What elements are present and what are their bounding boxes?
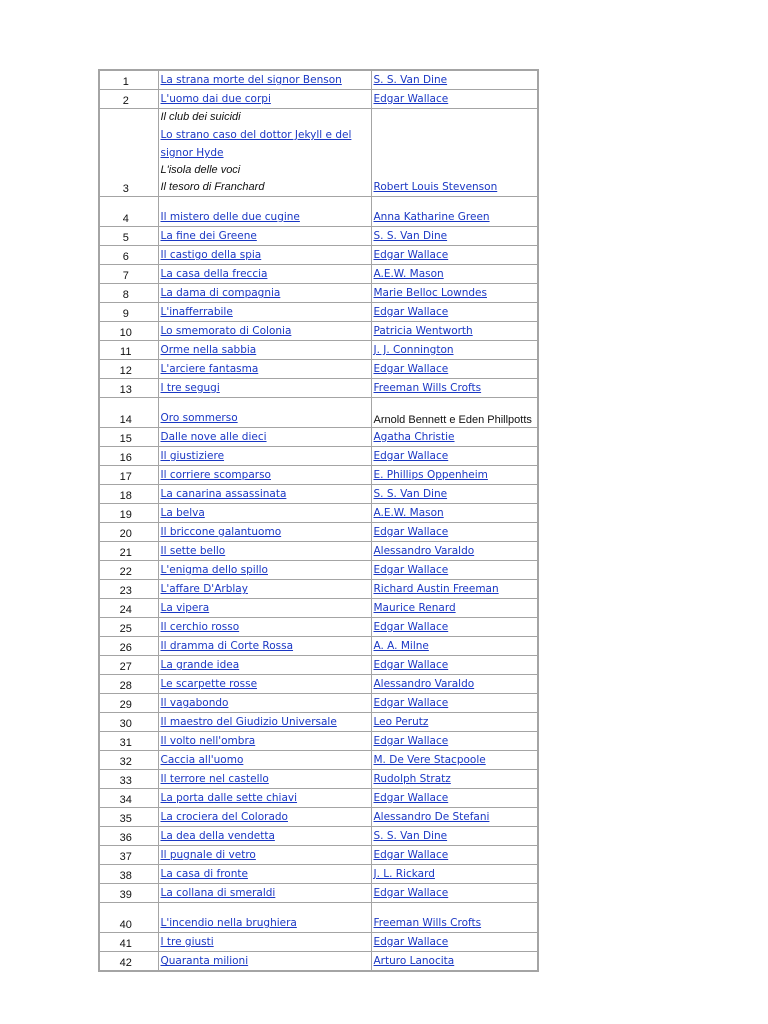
author-cell [371, 360, 538, 379]
title-cell [158, 466, 371, 485]
table-row [99, 360, 538, 379]
title-link[interactable]: La dea della vendetta [160, 830, 275, 842]
author-cell [371, 580, 538, 599]
author-link[interactable]: S. S. Van Dine [373, 230, 448, 242]
title-cell [158, 379, 371, 398]
title-cell [158, 846, 371, 865]
title-link[interactable]: La vipera [160, 602, 210, 614]
author-cell [371, 656, 538, 675]
title-link[interactable]: La dama di compagnia [160, 287, 281, 299]
table-row [99, 561, 538, 580]
title-link[interactable]: La crociera del Colorado [160, 811, 288, 823]
author-cell [371, 865, 538, 884]
row-number: 7 [99, 265, 158, 284]
author-link[interactable]: Marie Belloc Lowndes [373, 287, 487, 299]
title-cell [158, 360, 371, 379]
row-number: 34 [99, 789, 158, 808]
author-link[interactable]: A. A. Milne [373, 640, 429, 652]
title-link[interactable]: Il cerchio rosso [160, 621, 240, 633]
title-cell [158, 884, 371, 903]
row-number: 35 [99, 808, 158, 827]
author-link[interactable]: M. De Vere Stacpoole [373, 754, 486, 766]
author-link[interactable]: Edgar Wallace [373, 306, 449, 318]
row-number: 14 [99, 398, 158, 428]
title-cell [158, 751, 371, 770]
title-cell [158, 398, 371, 428]
table-row [99, 246, 538, 265]
table-row [99, 265, 538, 284]
author-link[interactable]: Anna Katharine Green [373, 211, 490, 223]
table-row [99, 485, 538, 504]
table-row [99, 903, 538, 933]
table-row [99, 865, 538, 884]
row-number: 11 [99, 341, 158, 360]
row-number: 4 [99, 197, 158, 227]
row-number: 41 [99, 933, 158, 952]
row-number: 29 [99, 694, 158, 713]
row-number: 22 [99, 561, 158, 580]
author-link[interactable]: A.E.W. Mason [373, 268, 444, 280]
title-link[interactable]: Il giustiziere [160, 450, 225, 462]
author-link[interactable]: Edgar Wallace [373, 936, 449, 948]
row-number: 33 [99, 770, 158, 789]
author-cell [371, 379, 538, 398]
title-link[interactable]: Il volto nell'ombra [160, 735, 256, 747]
title-link[interactable]: L'inafferrabile [160, 306, 233, 318]
title-link[interactable]: Il corriere scomparso [160, 469, 271, 481]
title-link[interactable]: Il pugnale di vetro [160, 849, 256, 861]
author-link[interactable]: A.E.W. Mason [373, 507, 444, 519]
title-link[interactable]: Oro sommerso [160, 412, 238, 424]
title-cell [158, 265, 371, 284]
author-cell [371, 770, 538, 789]
title-link[interactable]: La grande idea [160, 659, 240, 671]
table-row [99, 827, 538, 846]
title-link[interactable]: L'arciere fantasma [160, 363, 259, 375]
title-link[interactable]: I tre giusti [160, 936, 214, 948]
title-link[interactable]: Il mistero delle due cugine [160, 211, 300, 223]
title-cell [158, 865, 371, 884]
author-link[interactable]: Edgar Wallace [373, 735, 449, 747]
author-link[interactable]: Robert Louis Stevenson [373, 181, 498, 193]
title-link[interactable]: La porta dalle sette chiavi [160, 792, 298, 804]
title-cell [158, 70, 371, 90]
title-link[interactable]: Lo smemorato di Colonia [160, 325, 292, 337]
author-link[interactable]: Edgar Wallace [373, 363, 449, 375]
table-row [99, 713, 538, 732]
title-text: L'isola delle voci [160, 164, 241, 176]
title-link[interactable]: La belva [160, 507, 205, 519]
title-cell [158, 447, 371, 466]
table-row [99, 227, 538, 246]
title-link[interactable]: Il sette bello [160, 545, 226, 557]
title-cell [158, 322, 371, 341]
title-cell [158, 618, 371, 637]
row-number: 10 [99, 322, 158, 341]
title-link[interactable]: Orme nella sabbia [160, 344, 257, 356]
author-cell [371, 561, 538, 580]
author-link[interactable]: Maurice Renard [373, 602, 456, 614]
title-link[interactable]: L'enigma dello spillo [160, 564, 268, 576]
author-cell [371, 789, 538, 808]
table-row [99, 618, 538, 637]
author-cell [371, 428, 538, 447]
author-cell [371, 109, 538, 197]
title-link[interactable]: L'incendio nella brughiera [160, 917, 297, 929]
table-row [99, 846, 538, 865]
title-link[interactable]: L'affare D'Arblay [160, 583, 248, 595]
title-link[interactable]: Il castigo della spia [160, 249, 262, 261]
author-cell [371, 303, 538, 322]
title-cell [158, 675, 371, 694]
author-link[interactable]: S. S. Van Dine [373, 74, 448, 86]
title-link[interactable]: La casa della freccia [160, 268, 268, 280]
title-link[interactable]: Il briccone galantuomo [160, 526, 282, 538]
author-cell [371, 933, 538, 952]
title-cell [158, 789, 371, 808]
row-number: 25 [99, 618, 158, 637]
author-link[interactable]: Edgar Wallace [373, 526, 449, 538]
author-link[interactable]: Edgar Wallace [373, 659, 449, 671]
row-number: 26 [99, 637, 158, 656]
author-link[interactable]: E. Phillips Oppenheim [373, 469, 488, 481]
author-link[interactable]: Alessandro Varaldo [373, 678, 475, 690]
author-link[interactable]: Alessandro De Stefani [373, 811, 490, 823]
table-row [99, 656, 538, 675]
table-row [99, 694, 538, 713]
row-number: 15 [99, 428, 158, 447]
table-row [99, 789, 538, 808]
author-link[interactable]: Agatha Christie [373, 431, 455, 443]
table-row [99, 70, 538, 90]
title-link[interactable]: La fine dei Greene [160, 230, 257, 242]
author-cell [371, 713, 538, 732]
row-number: 36 [99, 827, 158, 846]
title-cell [158, 227, 371, 246]
author-cell [371, 523, 538, 542]
row-number: 1 [99, 70, 158, 90]
row-number: 20 [99, 523, 158, 542]
table-row [99, 751, 538, 770]
title-cell [158, 197, 371, 227]
author-cell [371, 70, 538, 90]
table-row [99, 197, 538, 227]
author-text: Arnold Bennett e Eden Phillpotts [373, 414, 532, 426]
author-link[interactable]: Edgar Wallace [373, 621, 449, 633]
author-cell [371, 447, 538, 466]
title-link[interactable]: La casa di fronte [160, 868, 248, 880]
author-link[interactable]: S. S. Van Dine [373, 830, 448, 842]
table-row [99, 303, 538, 322]
author-cell [371, 675, 538, 694]
author-cell [371, 599, 538, 618]
title-link[interactable]: Il terrore nel castello [160, 773, 269, 785]
author-link[interactable]: Edgar Wallace [373, 887, 449, 899]
title-link[interactable]: La collana di smeraldi [160, 887, 276, 899]
title-link[interactable]: Lo strano caso del dottor Jekyll e del [160, 129, 352, 141]
table-row [99, 732, 538, 751]
row-number: 13 [99, 379, 158, 398]
title-link[interactable]: Il dramma di Corte Rossa [160, 640, 294, 652]
table-row [99, 675, 538, 694]
author-cell [371, 884, 538, 903]
author-link[interactable]: Edgar Wallace [373, 849, 449, 861]
title-cell [158, 485, 371, 504]
title-cell [158, 246, 371, 265]
author-link[interactable]: Edgar Wallace [373, 792, 449, 804]
title-link[interactable]: Caccia all'uomo [160, 754, 244, 766]
row-number: 18 [99, 485, 158, 504]
table-row [99, 322, 538, 341]
author-cell [371, 694, 538, 713]
table-row [99, 447, 538, 466]
author-cell [371, 90, 538, 109]
author-cell [371, 341, 538, 360]
title-cell [158, 952, 371, 972]
title-cell [158, 523, 371, 542]
row-number: 16 [99, 447, 158, 466]
author-link[interactable]: Edgar Wallace [373, 249, 449, 261]
title-link[interactable]: Il maestro del Giudizio Universale [160, 716, 337, 728]
title-link[interactable]: L'uomo dai due corpi [160, 93, 271, 105]
author-cell [371, 197, 538, 227]
title-cell [158, 303, 371, 322]
table-row [99, 599, 538, 618]
row-number: 6 [99, 246, 158, 265]
author-cell [371, 284, 538, 303]
title-cell [158, 933, 371, 952]
table-row [99, 952, 538, 972]
title-link[interactable]: Quaranta milioni [160, 955, 249, 967]
title-cell [158, 504, 371, 523]
author-link[interactable]: Richard Austin Freeman [373, 583, 499, 595]
table-row [99, 637, 538, 656]
table-row [99, 398, 538, 428]
author-link[interactable]: Edgar Wallace [373, 564, 449, 576]
author-cell [371, 398, 538, 428]
table-row [99, 90, 538, 109]
table-row [99, 379, 538, 398]
row-number: 39 [99, 884, 158, 903]
author-link[interactable]: Freeman Wills Crofts [373, 917, 482, 929]
title-link[interactable]: Dalle nove alle dieci [160, 431, 267, 443]
row-number: 5 [99, 227, 158, 246]
title-cell [158, 580, 371, 599]
row-number: 9 [99, 303, 158, 322]
author-cell [371, 265, 538, 284]
title-cell [158, 903, 371, 933]
title-cell [158, 770, 371, 789]
title-cell [158, 827, 371, 846]
title-text: Il tesoro di Franchard [160, 181, 265, 193]
author-cell [371, 504, 538, 523]
author-cell [371, 485, 538, 504]
title-cell [158, 637, 371, 656]
author-cell [371, 952, 538, 972]
title-link[interactable]: Il vagabondo [160, 697, 229, 709]
author-link[interactable]: J. J. Connington [373, 344, 454, 356]
title-cell [158, 599, 371, 618]
row-number: 40 [99, 903, 158, 933]
author-cell [371, 466, 538, 485]
author-cell [371, 808, 538, 827]
row-number: 27 [99, 656, 158, 675]
author-link[interactable]: S. S. Van Dine [373, 488, 448, 500]
title-cell [158, 341, 371, 360]
table-row [99, 770, 538, 789]
row-number: 12 [99, 360, 158, 379]
row-number: 37 [99, 846, 158, 865]
title-cell [158, 542, 371, 561]
title-cell [158, 732, 371, 751]
row-number: 23 [99, 580, 158, 599]
table-row [99, 523, 538, 542]
table-row [99, 504, 538, 523]
title-link[interactable]: signor Hyde [160, 147, 224, 159]
row-number: 3 [99, 109, 158, 197]
title-cell [158, 561, 371, 580]
author-link[interactable]: Arturo Lanocita [373, 955, 455, 967]
author-cell [371, 732, 538, 751]
author-cell [371, 246, 538, 265]
author-link[interactable]: Patricia Wentworth [373, 325, 473, 337]
author-link[interactable]: Edgar Wallace [373, 697, 449, 709]
table-row [99, 933, 538, 952]
row-number: 38 [99, 865, 158, 884]
table-row [99, 884, 538, 903]
table-row [99, 542, 538, 561]
title-cell [158, 90, 371, 109]
title-link[interactable]: Le scarpette rosse [160, 678, 258, 690]
author-cell [371, 751, 538, 770]
author-cell [371, 827, 538, 846]
author-cell [371, 903, 538, 933]
table-row [99, 808, 538, 827]
author-link[interactable]: Rudolph Stratz [373, 773, 451, 785]
table-row [99, 580, 538, 599]
author-cell [371, 846, 538, 865]
row-number: 28 [99, 675, 158, 694]
author-link[interactable]: Edgar Wallace [373, 93, 449, 105]
author-cell [371, 637, 538, 656]
title-cell [158, 428, 371, 447]
title-link[interactable]: La strana morte del signor Benson [160, 74, 342, 86]
author-link[interactable]: Edgar Wallace [373, 450, 449, 462]
row-number: 32 [99, 751, 158, 770]
book-list-table [98, 69, 539, 972]
author-cell [371, 542, 538, 561]
author-link[interactable]: Leo Perutz [373, 716, 429, 728]
title-cell [158, 713, 371, 732]
author-cell [371, 227, 538, 246]
author-link[interactable]: Alessandro Varaldo [373, 545, 475, 557]
author-cell [371, 322, 538, 341]
table-row [99, 341, 538, 360]
row-number: 30 [99, 713, 158, 732]
row-number: 31 [99, 732, 158, 751]
row-number: 8 [99, 284, 158, 303]
table-row [99, 428, 538, 447]
title-cell [158, 808, 371, 827]
title-cell [158, 109, 371, 197]
row-number: 42 [99, 952, 158, 972]
title-text: Il club dei suicidi [160, 111, 241, 123]
table-row [99, 109, 538, 197]
row-number: 19 [99, 504, 158, 523]
author-cell [371, 618, 538, 637]
row-number: 21 [99, 542, 158, 561]
title-cell [158, 694, 371, 713]
author-link[interactable]: Freeman Wills Crofts [373, 382, 482, 394]
title-link[interactable]: I tre segugi [160, 382, 220, 394]
book-list-body [99, 70, 538, 971]
author-link[interactable]: J. L. Rickard [373, 868, 435, 880]
title-link[interactable]: La canarina assassinata [160, 488, 287, 500]
title-cell [158, 656, 371, 675]
table-row [99, 466, 538, 485]
title-cell [158, 284, 371, 303]
row-number: 24 [99, 599, 158, 618]
row-number: 17 [99, 466, 158, 485]
table-row [99, 284, 538, 303]
row-number: 2 [99, 90, 158, 109]
